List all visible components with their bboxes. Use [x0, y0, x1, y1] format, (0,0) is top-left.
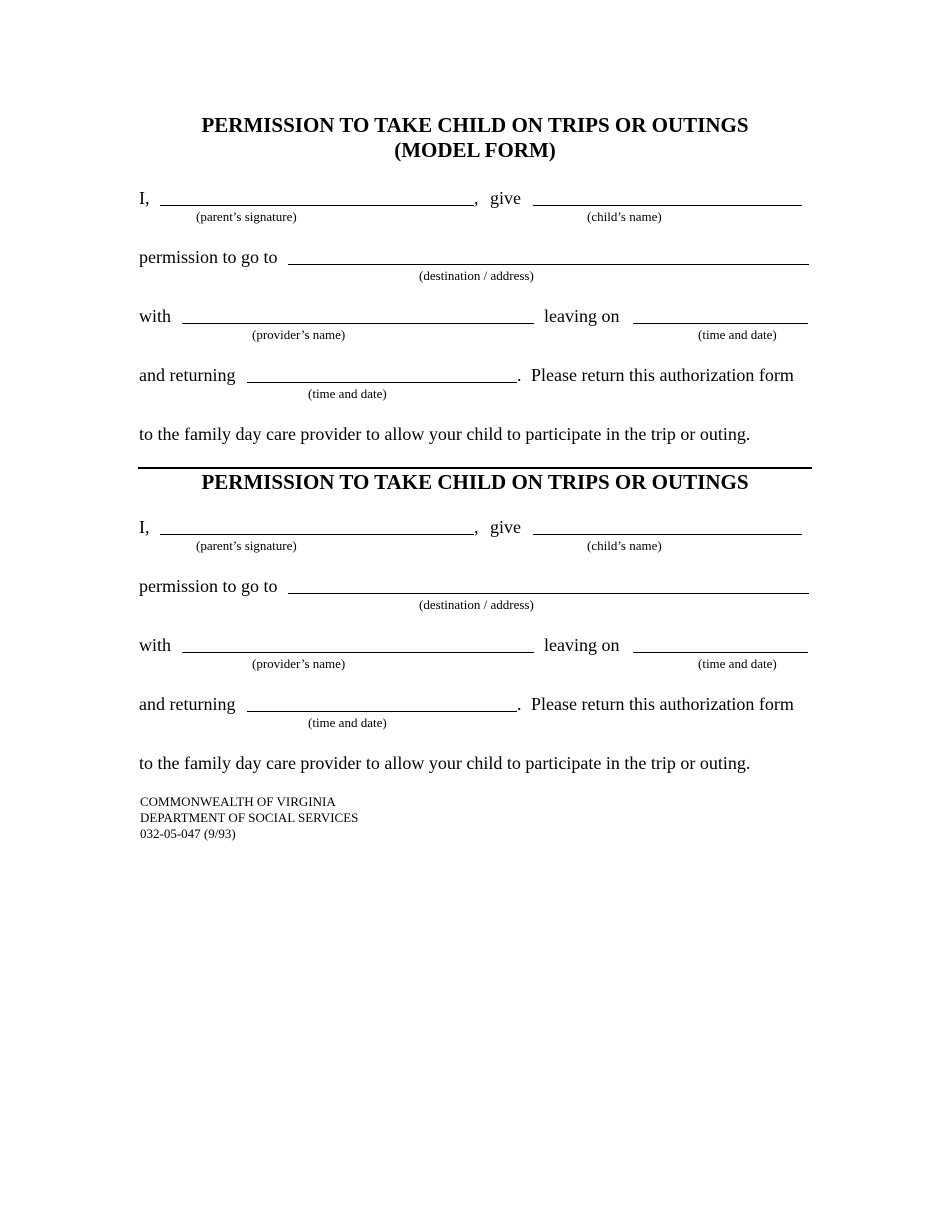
form2-leaving-time-caption: (time and date) [698, 656, 777, 671]
form1-with-label: with [139, 306, 172, 326]
form2-child-name-caption: (child’s name) [587, 538, 662, 553]
form1-i-label: I, [139, 188, 150, 208]
form1-provider-name-caption: (provider’s name) [252, 327, 346, 342]
form2-leaving-on-label: leaving on [544, 635, 620, 655]
form1-period: . [517, 365, 522, 385]
form2-with-label: with [139, 635, 172, 655]
form2-comma: , [474, 517, 479, 537]
form1-destination-field[interactable] [288, 264, 809, 265]
form2-parent-signature-caption: (parent’s signature) [196, 538, 297, 553]
form2-provider-name-field[interactable] [182, 652, 534, 653]
form1-provider-name-field[interactable] [182, 323, 534, 324]
form2-permission-label: permission to go to [139, 576, 278, 596]
form1-parent-signature-field[interactable] [160, 205, 474, 206]
form2-child-name-field[interactable] [533, 534, 802, 535]
footer-department: DEPARTMENT OF SOCIAL SERVICES [140, 810, 359, 825]
form-divider [138, 467, 812, 469]
form2-leaving-time-field[interactable] [633, 652, 808, 653]
form1-subtitle: (MODEL FORM) [394, 138, 556, 162]
form1-title: PERMISSION TO TAKE CHILD ON TRIPS OR OUTINGS [201, 113, 749, 137]
form1-closing-text: to the family day care provider to allow your child to participate in the trip or outing. [139, 424, 751, 444]
form2-destination-caption: (destination / address) [419, 597, 534, 612]
form1-and-returning-label: and returning [139, 365, 236, 385]
form1-leaving-time-caption: (time and date) [698, 327, 777, 342]
form1-please-return-text: Please return this authorization form [531, 365, 794, 385]
form1-leaving-on-label: leaving on [544, 306, 620, 326]
footer-agency: COMMONWEALTH OF VIRGINIA [140, 794, 336, 809]
form2-provider-name-caption: (provider’s name) [252, 656, 346, 671]
form2-and-returning-label: and returning [139, 694, 236, 714]
footer-form-number: 032-05-047 (9/93) [140, 826, 236, 841]
form2-destination-field[interactable] [288, 593, 809, 594]
form2-i-label: I, [139, 517, 150, 537]
form1-child-name-field[interactable] [533, 205, 802, 206]
form1-child-name-caption: (child’s name) [587, 209, 662, 224]
form1-give-label: give [490, 188, 521, 208]
form2-return-time-caption: (time and date) [308, 715, 387, 730]
form2-period: . [517, 694, 522, 714]
form1-comma: , [474, 188, 479, 208]
form1-permission-label: permission to go to [139, 247, 278, 267]
form2-title: PERMISSION TO TAKE CHILD ON TRIPS OR OUTINGS [201, 470, 749, 494]
form2-closing-text: to the family day care provider to allow your child to participate in the trip or outing. [139, 753, 751, 773]
form1-parent-signature-caption: (parent’s signature) [196, 209, 297, 224]
form2-give-label: give [490, 517, 521, 537]
form2-please-return-text: Please return this authorization form [531, 694, 794, 714]
form2-parent-signature-field[interactable] [160, 534, 474, 535]
form1-return-time-field[interactable] [247, 382, 517, 383]
form1-leaving-time-field[interactable] [633, 323, 808, 324]
form1-return-time-caption: (time and date) [308, 386, 387, 401]
form1-destination-caption: (destination / address) [419, 268, 534, 283]
form2-return-time-field[interactable] [247, 711, 517, 712]
